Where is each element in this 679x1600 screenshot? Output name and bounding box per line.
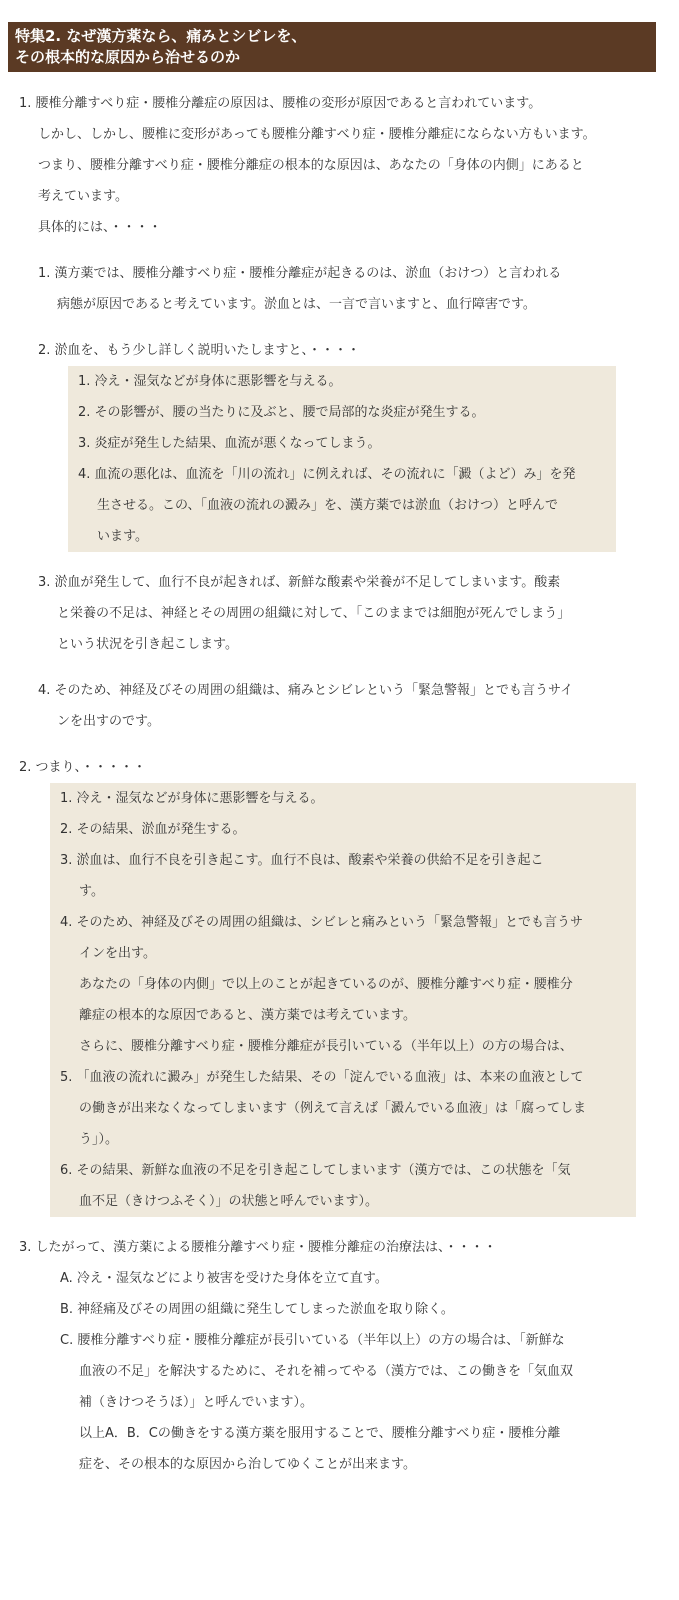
box-item-line: 生させる。この、「血液の流れの澱み」を、漢方薬では淤血（おけつ）と呼んで bbox=[97, 498, 558, 513]
box-item-line: う」）。 bbox=[79, 1132, 119, 1147]
treatment-item-c: C. 腰椎分離すべり症・腰椎分離症が長引いている（半年以上）の方の場合は、「新鮮な bbox=[60, 1333, 565, 1348]
box-item-line: 2. その結果、淤血が発生する。 bbox=[60, 822, 246, 837]
box-item-line: 6. その結果、新鮮な血液の不足を引き起こしてしまいます（漢方では、この状態を「気 bbox=[60, 1163, 571, 1178]
box-item-line: います。 bbox=[97, 529, 148, 544]
section-1-item-3 bbox=[0, 567, 679, 660]
article-body bbox=[0, 88, 679, 1480]
section-1-heading: 1. 腰椎分離すべり症・腰椎分離症の原因は、腰椎の変形が原因であると言われています。 bbox=[19, 96, 542, 111]
feature-header bbox=[8, 22, 656, 72]
box-item-line: 1. 冷え・湿気などが身体に悪影響を与える。 bbox=[78, 374, 342, 389]
highlight-box-1 bbox=[68, 366, 616, 552]
treatment-item-b: B. 神経痛及びその周囲の組織に発生してしまった淤血を取り除く。 bbox=[60, 1302, 454, 1317]
section-1 bbox=[0, 88, 679, 737]
list-item-line: 2. 淤血を、もう少し詳しく説明いたしますと、・・・・ bbox=[38, 343, 361, 358]
header-line-1: 特集2. なぜ漢方薬なら、痛みとシビレを、 bbox=[15, 27, 307, 45]
box-item-line: あなたの「身体の内側」で以上のことが起きているのが、腰椎分離すべり症・腰椎分 bbox=[79, 977, 573, 992]
box-item-line: さらに、腰椎分離すべり症・腰椎分離症が長引いている（半年以上）の方の場合は、 bbox=[79, 1039, 573, 1054]
highlight-box-2 bbox=[50, 783, 636, 1217]
box-item-line: 1. 冷え・湿気などが身体に悪影響を与える。 bbox=[60, 791, 324, 806]
list-item-line: 4. そのため、神経及びその周囲の組織は、痛みとシビレという「緊急警報」とでも言うサイ bbox=[38, 683, 574, 698]
list-item-line: 病態が原因であると考えています。淤血とは、一言で言いますと、血行障害です。 bbox=[57, 297, 536, 312]
section-2 bbox=[0, 752, 679, 1217]
list-item-line: と栄養の不足は、神経とその周囲の組織に対して、「このままでは細胞が死んでしまう」 bbox=[57, 606, 571, 621]
section-1-text: 具体的には、・・・・ bbox=[38, 220, 162, 235]
section-1-item-1 bbox=[0, 258, 679, 320]
box-item-line: 3. 炎症が発生した結果、血流が悪くなってしまう。 bbox=[78, 436, 381, 451]
treatment-item-a: A. 冷え・湿気などにより被害を受けた身体を立て直す。 bbox=[60, 1271, 388, 1286]
section-3-heading: 3. したがって、漢方薬による腰椎分離すべり症・腰椎分離症の治療法は、・・・・ bbox=[19, 1240, 497, 1255]
treatment-item-c-cont: 補（きけつそうほ）」と呼んでいます）。 bbox=[79, 1395, 314, 1410]
section-1-item-2 bbox=[0, 335, 679, 552]
section-2-heading: 2. つまり、・・・・・ bbox=[19, 760, 147, 775]
box-item-line: 離症の根本的な原因であると、漢方薬では考えています。 bbox=[79, 1008, 416, 1023]
list-item-line: 1. 漢方薬では、腰椎分離すべり症・腰椎分離症が起きるのは、淤血（おけつ）と言われる bbox=[38, 266, 562, 281]
section-1-item-4 bbox=[0, 675, 679, 737]
box-item-line: す。 bbox=[79, 884, 104, 899]
box-item-line: 血不足（きけつふそく）」の状態と呼んでいます）。 bbox=[79, 1194, 379, 1209]
section-1-text: 考えています。 bbox=[38, 189, 128, 204]
list-item-line: ンを出すのです。 bbox=[57, 714, 160, 729]
header-line-2: その根本的な原因から治せるのか bbox=[15, 48, 241, 66]
list-item-line: という状況を引き起こします。 bbox=[57, 637, 238, 652]
box-item-line: 5. 「血液の流れに澱み」が発生した結果、その「淀んでいる血液」は、本来の血液として bbox=[60, 1070, 584, 1085]
treatment-summary: 以上A．B．Cの働きをする漢方薬を服用することで、腰椎分離すべり症・腰椎分離 bbox=[79, 1426, 561, 1441]
treatment-summary: 症を、その根本的な原因から治してゆくことが出来ます。 bbox=[79, 1457, 416, 1472]
section-1-text: つまり、腰椎分離すべり症・腰椎分離症の根本的な原因は、あなたの「身体の内側」にあると bbox=[38, 158, 584, 173]
box-item-line: 4. そのため、神経及びその周囲の組織は、シビレと痛みという「緊急警報」とでも言うサ bbox=[60, 915, 584, 930]
box-item-line: の働きが出来なくなってしまいます（例えて言えば「澱んでいる血液」は「腐ってしま bbox=[79, 1101, 587, 1116]
section-3 bbox=[0, 1232, 679, 1480]
box-item-line: 4. 血流の悪化は、血流を「川の流れ」に例えれば、その流れに「澱（よど）み」を発 bbox=[78, 467, 576, 482]
box-item-line: インを出す。 bbox=[79, 946, 156, 961]
box-item-line: 3. 淤血は、血行不良を引き起こす。血行不良は、酸素や栄養の供給不足を引き起こ bbox=[60, 853, 544, 868]
section-1-text: しかし、しかし、腰椎に変形があっても腰椎分離すべり症・腰椎分離症にならない方もいます。 bbox=[38, 127, 596, 142]
list-item-line: 3. 淤血が発生して、血行不良が起きれば、新鮮な酸素や栄養が不足してしまいます。酸素 bbox=[38, 575, 561, 590]
box-item-line: 2. その影響が、腰の当たりに及ぶと、腰で局部的な炎症が発生する。 bbox=[78, 405, 485, 420]
treatment-item-c-cont: 血液の不足」を解決するために、それを補ってやる（漢方では、この働きを「気血双 bbox=[79, 1364, 574, 1379]
